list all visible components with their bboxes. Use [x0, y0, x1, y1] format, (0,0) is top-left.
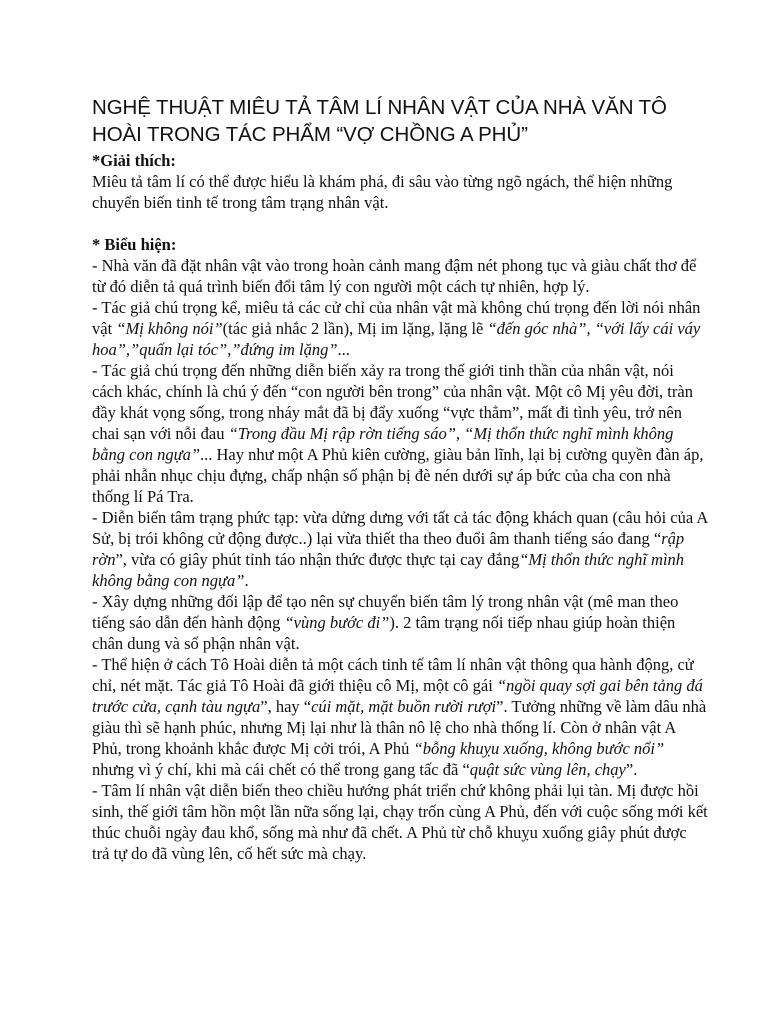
- paragraph-2: [92, 297, 708, 360]
- quote-run: “đến góc nhà”, “với lấy cái váy hoa”,”quấn lại tóc”,”đứng im lặng”: [92, 319, 701, 359]
- text-run: - Xây dựng những đối lập để tạo nên sự chuyển biến tâm lý trong nhân vật (mê man theo tiếng sáo dẫn đến hành động: [92, 592, 679, 632]
- quote-run: quật sức vùng lên, chạy: [469, 760, 626, 779]
- quote-run: “vùng bước đi”: [284, 613, 390, 632]
- text-run: - Tác giả chú trọng đến những diễn biến xảy ra trong thế giới tinh thần của nhân vật, nói cách khác, chính là chú ý đến “con người bên trong” của nhân vật. Một cô Mị yêu đời, tràn đầy khát vọng sống, trong nháy mắt đã bị đẩy xuống “vực thẳm”, mất đi tình yêu, trở nên chai sạn với nỗi đau: [92, 361, 693, 443]
- explain-heading: *Giải thích:: [92, 151, 176, 170]
- text-run: ”, vừa có giây phút tỉnh táo nhận thức được thực tại cay đắng: [115, 550, 520, 569]
- text-run: - Thể hiện ở cách Tô Hoài diễn tả một cách tinh tế tâm lí nhân vật thông qua hành động, cử chỉ, nét mặt. Tác giả Tô Hoài đã giới thiệu cô Mị, một cô gái: [92, 655, 694, 695]
- explain-paragraph: Miêu tả tâm lí có thể được hiểu là khám phá, đi sâu vào từng ngõ ngách, thể hiện những chuyển biến tinh tế trong tâm trạng nhân vật.: [92, 172, 673, 212]
- quote-run: “ngồi quay sợi gai bên tảng đá trước cửa, cạnh tàu ngựa: [92, 676, 703, 716]
- text-run: - Tác giả chú trọng kể, miêu tả các cử chỉ của nhân vật mà không chú trọng đến lời nói nhân vật: [92, 298, 701, 338]
- text-run: .: [244, 571, 249, 590]
- paragraph-spacer: [92, 213, 708, 234]
- quote-run: “Trong đầu Mị rập rờn tiếng sáo”, “Mị thổn thức nghĩ mình không bằng con ngựa”: [92, 424, 674, 464]
- paragraph-4: [92, 507, 708, 591]
- quote-run: “Mị không nói”: [116, 319, 223, 338]
- quote-run: “Mị thổn thức nghĩ mình không bằng con ngựa”: [92, 550, 685, 590]
- text-run: ”.: [625, 760, 638, 779]
- text-run: ...: [337, 340, 350, 359]
- paragraph-3: [92, 360, 708, 507]
- text-run: ... Hay như một A Phủ kiên cường, giàu bản lĩnh, lại bị cường quyền đàn áp, phải nhẫn nhục chịu đựng, chấp nhận số phận bị đè nén dưới sự áp bức của cha con nhà thống lí Pá Tra.: [92, 445, 704, 506]
- text-run: ”, hay “: [260, 697, 312, 716]
- paragraph-5: [92, 591, 708, 654]
- text-run: - Diễn biến tâm trạng phức tạp: vừa dửng dưng với tất cả tác động khách quan (câu hỏi của A Sử, bị trói không cử động được..) lại vừa thiết tha theo đuổi âm thanh tiếng sáo đang “: [92, 508, 708, 548]
- paragraph-1: - Nhà văn đã đặt nhân vật vào trong hoàn cảnh mang đậm nét phong tục và giàu chất thơ để từ đó diễn tả quá trình biến đổi tâm lý con người một cách tự nhiên, hợp lý.: [92, 256, 697, 296]
- paragraph-6: [92, 654, 708, 780]
- text-run: nhưng vì ý chí, khi mà cái chết có thể trong gang tấc đã “: [92, 760, 470, 779]
- quote-run: “bỗng khuỵu xuống, không bước nổi”: [413, 739, 665, 758]
- text-run: ”. Tưởng những về làm dâu nhà giàu thì sẽ hạnh phúc, nhưng Mị lại như là thân nô lệ cho nhà thống lí. Còn ở nhân vật A Phủ, trong khoảnh khắc được Mị cởi trói, A Phủ: [92, 697, 707, 758]
- express-heading: * Biểu hiện:: [92, 235, 177, 254]
- paragraph-7: - Tâm lí nhân vật diễn biến theo chiều hướng phát triển chứ không phải lụi tàn. Mị được hồi sinh, thế giới tâm hồn một lần nữa sống lại, chạy trốn cùng A Phủ, đến với cuộc sống mới kết thúc chuỗi ngày đau khổ, sống mà như đã chết. A Phủ từ chỗ khuỵu xuống giây phút được trả tự do đã vùng lên, cố hết sức mà chạy.: [92, 781, 708, 863]
- quote-run: cúi mặt, mặt buồn rười rượi: [311, 697, 497, 716]
- text-run: ). 2 tâm trạng nối tiếp nhau giúp hoàn thiện chân dung và số phận nhân vật.: [92, 613, 676, 653]
- document-title: NGHỆ THUẬT MIÊU TẢ TÂM LÍ NHÂN VẬT CỦA NHÀ VĂN TÔ HOÀI TRONG TÁC PHẨM “VỢ CHỒNG A PHỦ”: [92, 96, 667, 146]
- quote-run: rập rờn: [92, 529, 685, 569]
- text-run: (tác giả nhắc 2 lần), Mị im lặng, lặng lẽ: [222, 319, 488, 338]
